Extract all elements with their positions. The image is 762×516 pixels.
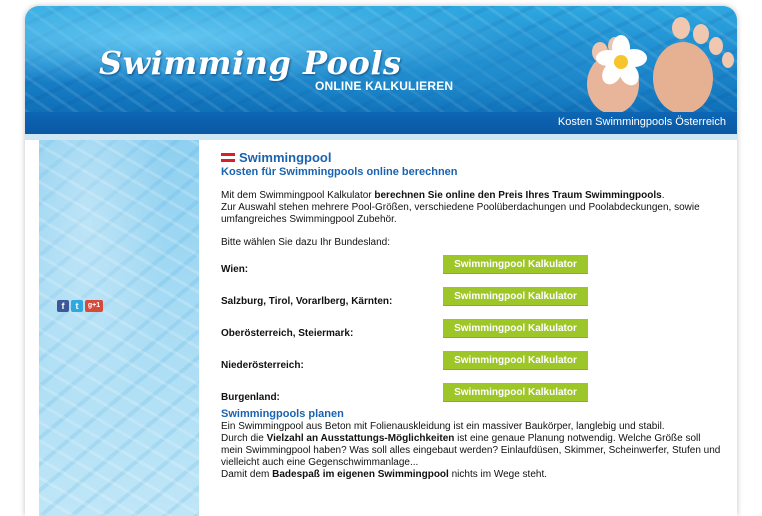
page-subtitle: Kosten für Swimmingpools online berechnen <box>221 166 458 178</box>
planen-line-2a: Durch die <box>221 433 267 444</box>
region-row <box>221 351 721 383</box>
site-logo-subtitle: ONLINE KALKULIEREN <box>315 79 454 93</box>
nav-link-kosten-oesterreich[interactable]: Kosten Swimmingpools Österreich <box>557 116 726 128</box>
planen-line-1: Ein Swimmingpool aus Beton mit Folienauskleidung ist ein massiver Baukörper, langlebig und stabil. <box>221 421 665 432</box>
site-logo-title[interactable]: Swimming Pools <box>99 44 402 82</box>
twitter-icon[interactable]: t <box>71 300 83 312</box>
region-row <box>221 319 721 351</box>
planen-line-3 <box>221 469 721 481</box>
sidebar-pool-water <box>39 140 199 516</box>
top-nav-bar <box>25 112 737 134</box>
intro-bold: berechnen Sie online den Preis Ihres Traum Swimmingpools <box>374 190 662 201</box>
region-row <box>221 287 721 319</box>
region-label: Burgenland: <box>221 392 280 403</box>
facebook-icon[interactable]: f <box>57 300 69 312</box>
region-list <box>221 255 721 415</box>
planen-line-3-bold: Badespaß im eigenen Swimmingpool <box>272 469 449 480</box>
section-heading-planen: Swimmingpools planen <box>221 408 344 420</box>
intro-line-2: Zur Auswahl stehen mehrere Pool-Größen, verschiedene Poolüberdachungen und Poolabdeckungen, sowie umfangreiches Swimmingpool Zubehör. <box>221 202 700 225</box>
calculator-button-wien[interactable]: Swimmingpool Kalkulator <box>443 255 588 274</box>
page-title: Swimmingpool <box>239 149 332 165</box>
planen-line-3c: nichts im Wege steht. <box>448 469 548 480</box>
planen-text <box>221 421 721 481</box>
calculator-button-oberoesterreich-steiermark[interactable]: Swimmingpool Kalkulator <box>443 319 588 338</box>
region-label: Wien: <box>221 264 249 275</box>
planen-line-3a: Damit dem <box>221 469 273 480</box>
page-heading-row <box>221 150 721 165</box>
intro-text <box>221 190 721 226</box>
region-row <box>221 255 721 287</box>
page-frame <box>25 6 737 516</box>
feet-flower-image <box>553 6 737 112</box>
region-label: Oberösterreich, Steiermark: <box>221 328 354 339</box>
intro-part-1: Mit dem Swimmingpool Kalkulator <box>221 190 375 201</box>
region-label: Salzburg, Tirol, Vorarlberg, Kärnten: <box>221 296 393 307</box>
intro-part-2: . <box>661 190 665 201</box>
austria-flag-icon <box>221 153 235 162</box>
region-row <box>221 383 721 415</box>
region-label: Niederösterreich: <box>221 360 304 371</box>
choose-region-prompt: Bitte wählen Sie dazu Ihr Bundesland: <box>221 237 390 248</box>
social-share-buttons <box>57 300 103 312</box>
main-content <box>221 150 721 481</box>
header-banner <box>25 6 737 112</box>
calculator-button-niederoesterreich[interactable]: Swimmingpool Kalkulator <box>443 351 588 370</box>
calculator-button-salzburg-tirol-vorarlberg-kaernten[interactable]: Swimmingpool Kalkulator <box>443 287 588 306</box>
calculator-button-burgenland[interactable]: Swimmingpool Kalkulator <box>443 383 588 402</box>
google-plus-icon[interactable]: g+1 <box>85 300 103 312</box>
planen-line-2c: ist eine genaue Planung notwendig. Welche Größe soll mein Swimmingpool haben? Was soll alles eingebaut werden? Einlaufdüsen, Skimmer, Scheinwerfer, Stufen und vielleicht auch eine Gegenschwimmanlage... <box>221 433 721 468</box>
planen-line-2-bold: Vielzahl an Ausstattungs-Möglichkeiten <box>266 433 455 444</box>
